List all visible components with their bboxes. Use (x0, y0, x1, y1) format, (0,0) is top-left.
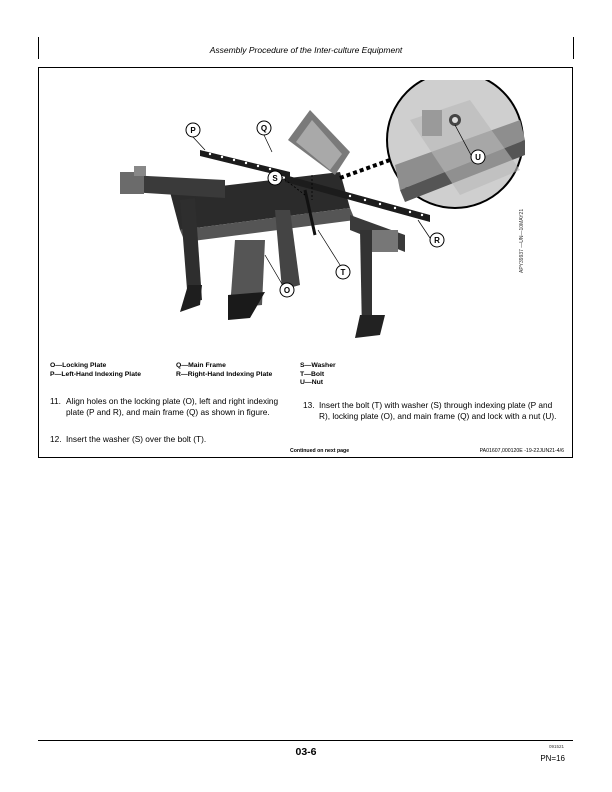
step-text: Insert the bolt (T) with washer (S) through indexing plate (P and R), locking plate (O), and main frame (Q) and lock with a nut (U). (319, 400, 557, 421)
legend-column-3 (300, 362, 336, 388)
step-number: 13. (303, 400, 315, 410)
legend-item: O—Locking Plate (50, 362, 107, 369)
continued-note: Continued on next page (290, 448, 350, 454)
page-header-title: Assembly Procedure of the Inter-culture Equipment (209, 45, 403, 55)
step-text: Align holes on the locking plate (O), left and right indexing plate (P and R), and main frame (Q) as shown in figure. (66, 396, 279, 417)
callout-u: U (475, 153, 481, 162)
pn-number: PN=16 (540, 754, 565, 763)
callout-q: Q (260, 124, 268, 133)
callout-r: R (434, 236, 440, 245)
step-11 (50, 396, 290, 417)
footer-rule (38, 740, 573, 741)
callout-o: O (283, 286, 291, 295)
legend-column-2 (176, 362, 272, 379)
legend-item: R—Right-Hand Indexing Plate (176, 370, 273, 378)
step-number: 12. (50, 434, 62, 444)
legend-item: U—Nut (300, 379, 324, 386)
step-text: Insert the washer (S) over the bolt (T). (66, 434, 207, 444)
legend-item: P—Left-Hand Indexing Plate (50, 370, 142, 378)
step-13 (303, 400, 565, 421)
step-number: 11. (50, 396, 61, 406)
page-number: 03-6 (295, 746, 317, 758)
figure-id: APY39937 —UN—10MAY21 (519, 208, 525, 273)
legend-item: S—Washer (300, 362, 336, 369)
document-reference: PA01607,000120E -19-22JUN21-4/6 (479, 448, 564, 454)
callout-s: S (272, 174, 278, 183)
callout-p: P (190, 126, 196, 135)
callout-t: T (340, 268, 346, 277)
step-12 (50, 434, 290, 445)
equipment-illustration (50, 80, 555, 355)
legend-column-1 (50, 362, 141, 379)
legend-item: T—Bolt (300, 370, 325, 378)
footer-date: 091521 (548, 744, 564, 749)
legend-item: Q—Main Frame (176, 362, 226, 369)
